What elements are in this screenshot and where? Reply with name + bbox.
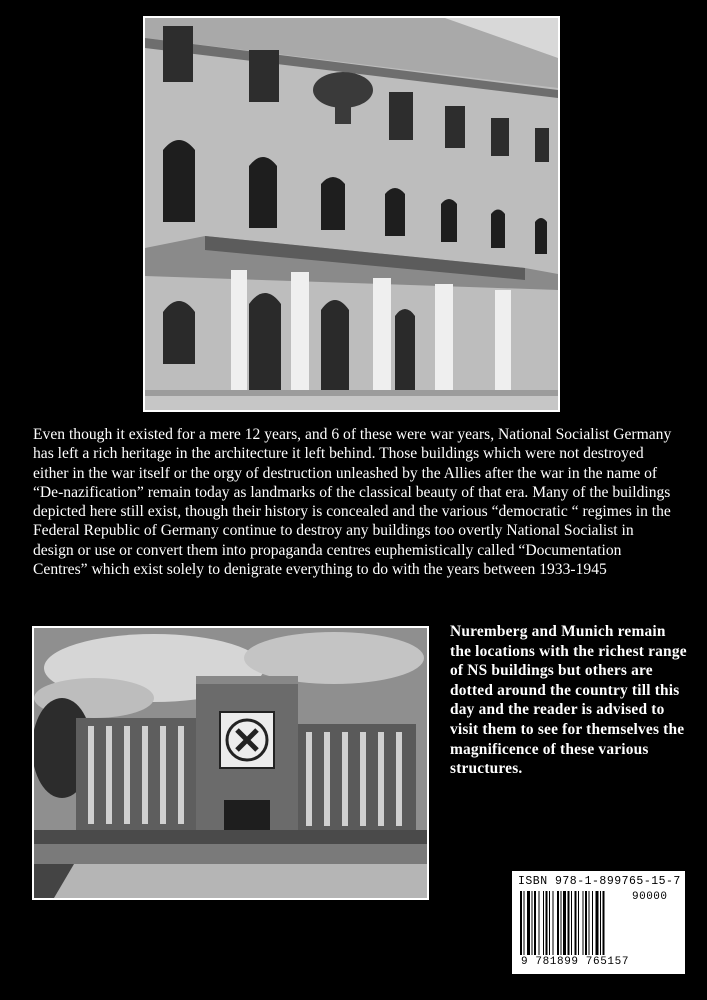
main-paragraph: Even though it existed for a mere 12 years, and 6 of these were war years, National Socialist Germany has left a rich heritage in the architecture it left behind. Those buildings which were not destroyed either in the war itself or the orgy of destruction unleashed by the Allies after the war in the name of “De-nazification” remain today as landmarks of the classical beauty of that era. Many of the buildings depicted here still exist, though their history is concealed and the various “democratic “ regimes in the Federal Republic of Germany continue to destroy any buildings too overtly National Socialist in design or use or convert them into propaganda centres euphemistically called “Documentation Centres” which exist solely to denigrate everything to do with the years between 1933-1945 [33,426,672,579]
barcode-bar [520,891,522,955]
barcode-bar [524,891,525,955]
barcode-icon [520,891,632,955]
bottom-building-photo [32,626,429,900]
neoclassical-building-icon [145,18,558,410]
barcode-bar [561,891,562,955]
barcode-bar [546,891,548,955]
barcode-bar [571,891,572,955]
barcode-bar [549,891,550,955]
barcode-bar [527,891,530,955]
barcode-digits: 9 781899 765157 [521,956,630,968]
top-building-photo [143,16,560,412]
barcode-bar [534,891,536,955]
side-paragraph: Nuremberg and Munich remain the locations with the richest range of NS buildings but others are dotted around the country till this day and the reader is advised to visit them to see for themselves the magnificence of these various structures. [450,623,687,778]
barcode-panel [512,871,685,974]
pavilion-building-icon [34,628,427,898]
barcode-bar [585,891,587,955]
barcode-bar [583,891,584,955]
barcode-bar [592,891,593,955]
isbn-label: ISBN 978-1-899765-15-7 [518,875,681,888]
barcode-addon-digits: 90000 [632,891,668,903]
barcode-bar [563,891,566,955]
barcode-bar [557,891,559,955]
barcode-bar [575,891,577,955]
barcode-bar [578,891,579,955]
barcode-bar [589,891,590,955]
barcode-bar [539,891,540,955]
barcode-bar [596,891,599,955]
barcode-bar [600,891,601,955]
barcode-bar [603,891,605,955]
barcode-bar [568,891,570,955]
barcode-bar [532,891,533,955]
barcode-bar [543,891,544,955]
barcode-bar [553,891,554,955]
